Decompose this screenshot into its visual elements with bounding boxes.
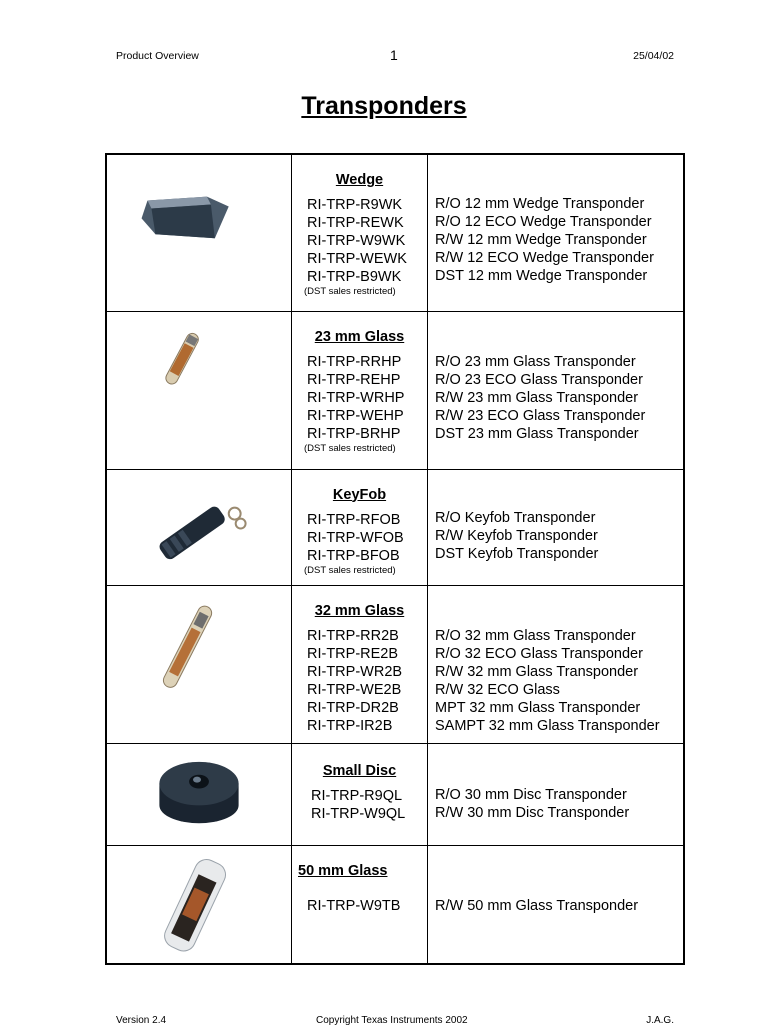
- product-image-cell: [106, 311, 292, 469]
- product-description: R/O 12 mm Wedge Transponder: [435, 196, 645, 212]
- product-code: RI-TRP-W9WK: [307, 233, 406, 249]
- product-description: R/W 30 mm Disc Transponder: [435, 804, 630, 821]
- page-number: 1: [390, 47, 398, 63]
- product-code: RI-TRP-REWK: [307, 215, 404, 231]
- product-description: R/W 50 mm Glass Transponder: [435, 897, 639, 914]
- footer-author: J.A.G.: [646, 1015, 674, 1026]
- code-cell: [292, 743, 428, 845]
- glass-vial-transponder-image: [107, 846, 291, 964]
- product-code: RI-TRP-RFOB: [307, 511, 401, 528]
- product-code: RI-TRP-W9QL: [311, 805, 406, 822]
- product-code: RI-TRP-IR2B: [307, 717, 393, 734]
- table-row: [106, 154, 684, 311]
- header-date: 25/04/02: [633, 50, 674, 62]
- product-code: RI-TRP-WEWK: [307, 251, 407, 267]
- product-description: DST 12 mm Wedge Transponder: [435, 268, 648, 284]
- footer-version: Version 2.4: [116, 1015, 167, 1026]
- product-code: RI-TRP-W9TB: [307, 897, 401, 914]
- category-label: 32 mm Glass: [314, 602, 405, 619]
- product-description: R/O 30 mm Disc Transponder: [435, 786, 627, 803]
- footer-copyright: Copyright Texas Instruments 2002: [316, 1015, 468, 1026]
- product-code: RI-TRP-WFOB: [307, 529, 404, 546]
- product-description: R/W Keyfob Transponder: [435, 527, 598, 544]
- table-row: [106, 743, 684, 845]
- product-description: R/W 12 mm Wedge Transponder: [435, 232, 647, 248]
- description-cell: [428, 154, 685, 311]
- description-cell: [428, 743, 685, 845]
- product-image-cell: [106, 469, 292, 585]
- product-code: RI-TRP-BRHP: [307, 425, 401, 442]
- product-description: MPT 32 mm Glass Transponder: [435, 699, 641, 716]
- category-label: KeyFob: [332, 486, 387, 503]
- product-code: RI-TRP-BFOB: [307, 547, 400, 564]
- table-row: [106, 845, 684, 964]
- product-description: R/W 23 mm Glass Transponder: [435, 389, 639, 406]
- description-cell: [428, 311, 685, 469]
- product-code: RI-TRP-WR2B: [307, 663, 403, 680]
- product-code: RI-TRP-RE2B: [307, 645, 399, 662]
- product-code: RI-TRP-B9WK: [307, 269, 402, 285]
- code-cell: [292, 469, 428, 585]
- product-code: RI-TRP-WEHP: [307, 407, 404, 424]
- product-description: R/O 12 ECO Wedge Transponder: [435, 214, 652, 230]
- product-image-cell: [106, 743, 292, 845]
- code-cell: [292, 845, 428, 964]
- product-code: RI-TRP-R9QL: [311, 787, 403, 804]
- product-code: RI-TRP-WRHP: [307, 389, 405, 406]
- page-title: Transponders: [301, 92, 467, 120]
- description-cell: [428, 585, 685, 743]
- header-left: Product Overview: [116, 50, 199, 62]
- product-image-cell: [106, 845, 292, 964]
- table-row: [106, 585, 684, 743]
- restriction-note: (DST sales restricted): [304, 564, 396, 576]
- product-description: R/O 23 ECO Glass Transponder: [435, 371, 643, 388]
- product-description: DST Keyfob Transponder: [435, 545, 599, 562]
- category-label: 50 mm Glass: [298, 862, 388, 879]
- product-image-cell: [106, 154, 292, 311]
- glass-transponder-image: [107, 586, 291, 743]
- wedge-transponder-image: [107, 155, 291, 311]
- product-description: R/O 32 ECO Glass Transponder: [435, 645, 643, 662]
- code-cell: [292, 311, 428, 469]
- product-description: SAMPT 32 mm Glass Transponder: [435, 717, 660, 734]
- table-row: [106, 311, 684, 469]
- product-code: RI-TRP-DR2B: [307, 699, 399, 716]
- product-description: R/O Keyfob Transponder: [435, 509, 596, 526]
- product-description: DST 23 mm Glass Transponder: [435, 425, 639, 442]
- transponder-table: [105, 153, 685, 965]
- description-cell: [428, 845, 685, 964]
- product-image-cell: [106, 585, 292, 743]
- product-description: R/O 32 mm Glass Transponder: [435, 627, 636, 644]
- product-code: RI-TRP-REHP: [307, 371, 401, 388]
- product-code: RI-TRP-RRHP: [307, 353, 402, 370]
- product-description: R/W 12 ECO Wedge Transponder: [435, 250, 654, 266]
- category-label: Wedge: [335, 172, 384, 188]
- code-cell: [292, 154, 428, 311]
- disc-transponder-image: [107, 744, 291, 845]
- product-code: RI-TRP-R9WK: [307, 197, 403, 213]
- product-description: R/W 32 mm Glass Transponder: [435, 663, 639, 680]
- keyfob-transponder-image: [107, 470, 291, 585]
- glass-transponder-image: [107, 312, 291, 469]
- description-cell: [428, 469, 685, 585]
- restriction-note: (DST sales restricted): [304, 442, 396, 454]
- table-row: [106, 469, 684, 585]
- category-label: Small Disc: [322, 762, 397, 779]
- product-description: R/O 23 mm Glass Transponder: [435, 353, 636, 370]
- restriction-note: (DST sales restricted): [304, 286, 396, 297]
- product-description: R/W 23 ECO Glass Transponder: [435, 407, 646, 424]
- category-label: 23 mm Glass: [314, 328, 405, 345]
- product-code: RI-TRP-WE2B: [307, 681, 402, 698]
- product-code: RI-TRP-RR2B: [307, 627, 399, 644]
- product-description: R/W 32 ECO Glass: [435, 681, 560, 698]
- code-cell: [292, 585, 428, 743]
